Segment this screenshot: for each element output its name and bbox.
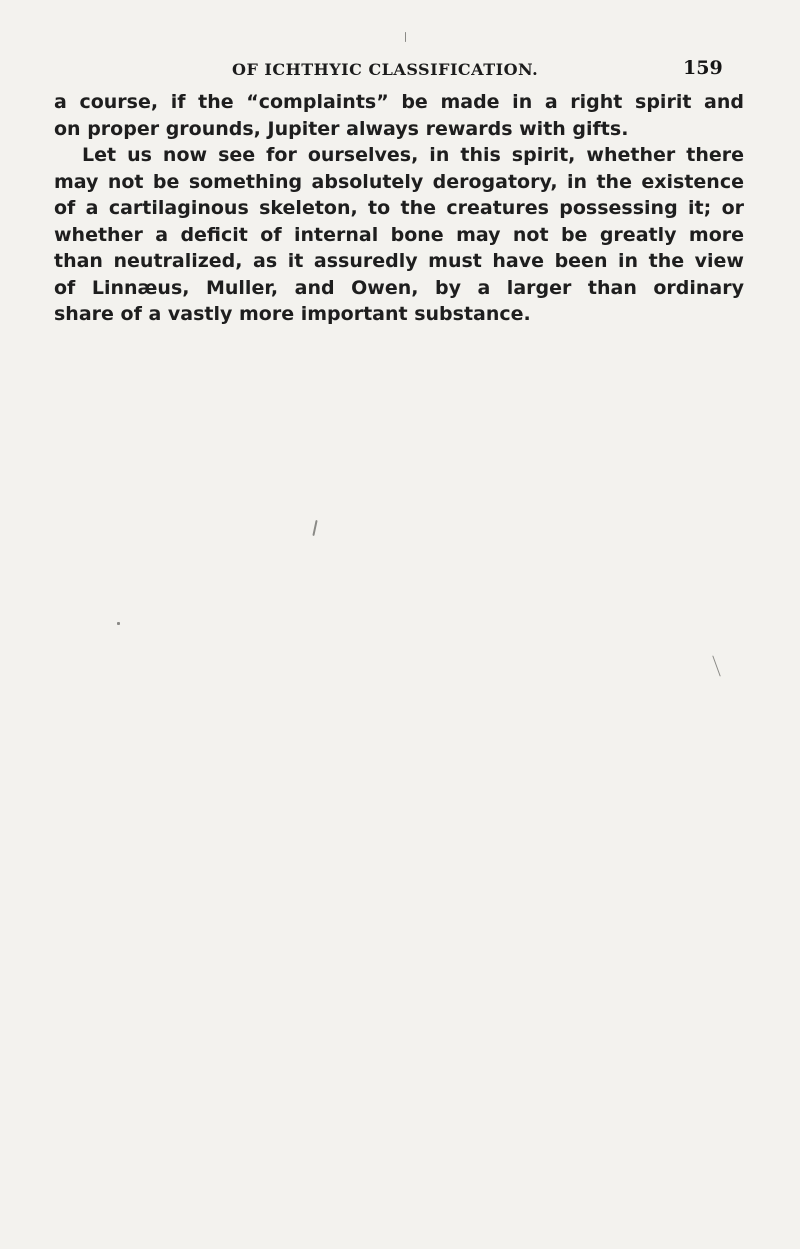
text-line: whether a deficit of internal bone may not be greatly more: [54, 223, 744, 246]
text-line: than neutralized, as it assuredly must have been in the view: [54, 250, 744, 272]
paper-speck: [117, 622, 120, 625]
page-number: 159: [683, 57, 723, 79]
paper-speck: [712, 655, 720, 676]
paper-speck: [312, 520, 317, 536]
text-line: may not be something absolutely derogatory, in the existence: [54, 170, 744, 193]
running-head: OF ICHTHYIC CLASSIFICATION.: [232, 60, 539, 79]
body-text: [54, 89, 744, 328]
text-line: Let us now see for ourselves, in this spirit, whether there: [82, 144, 744, 166]
paper-speck: [405, 32, 406, 42]
text-line: share of a vastly more important substance.: [54, 303, 531, 325]
text-line: of a cartilaginous skeleton, to the creatures possessing it; or: [54, 197, 744, 219]
text-line: on proper grounds, Jupiter always rewards with gifts.: [54, 117, 629, 140]
text-line: of Linnæus, Muller, and Owen, by a larger than ordinary: [54, 276, 744, 299]
text-line: a course, if the “complaints” be made in a right spirit and: [54, 91, 744, 113]
